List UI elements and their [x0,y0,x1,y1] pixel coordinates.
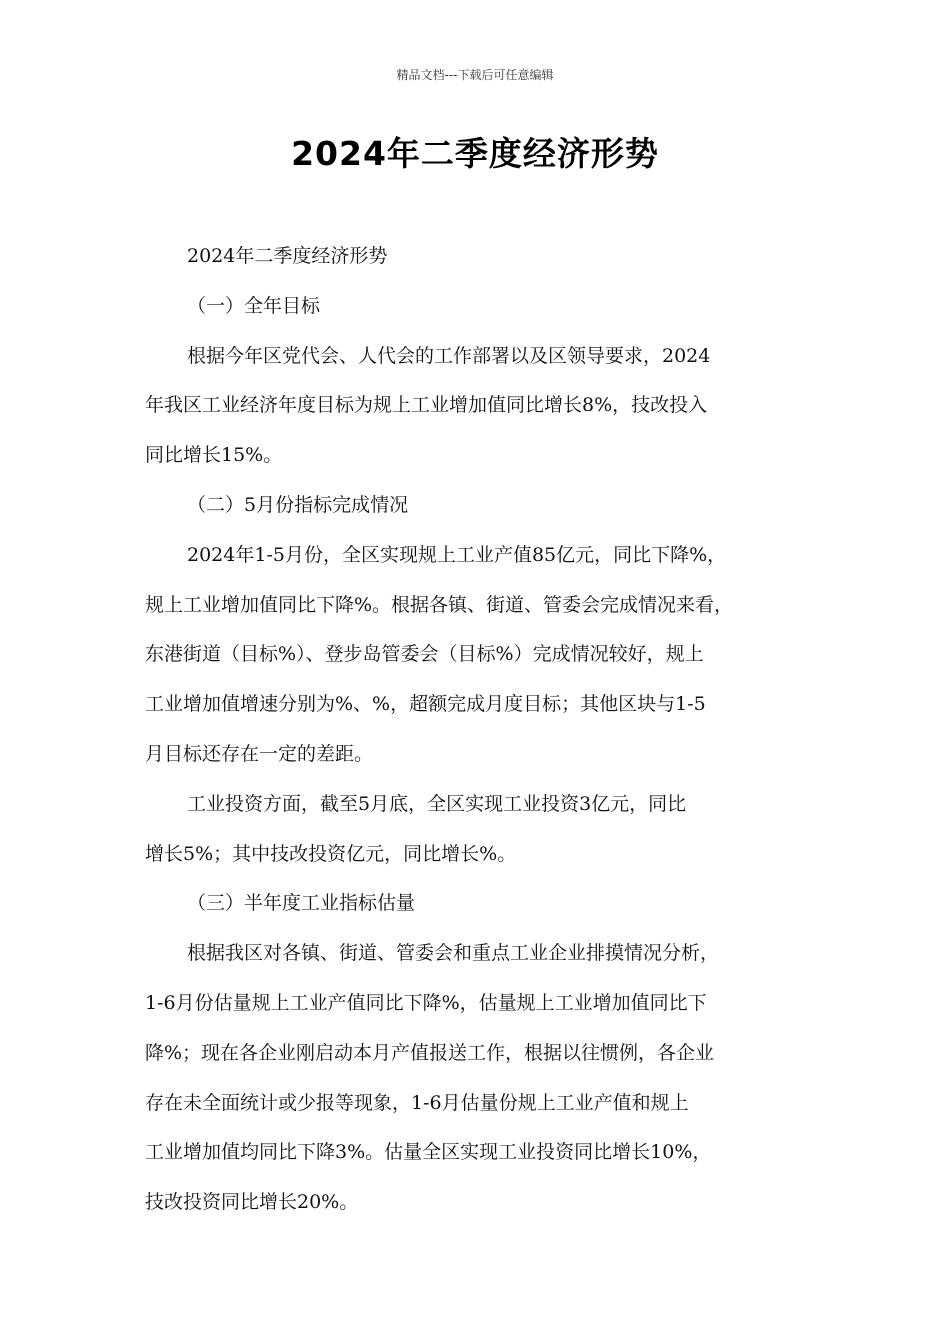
body-line: 2024年二季度经济形势 [187,245,388,267]
body-line: 2024年1-5月份，全区实现规上工业产值85亿元，同比下降%， [187,543,727,566]
document-title: 2024年二季度经济形势 [291,134,659,173]
body-line: 增长5%；其中技改投资亿元，同比增长%。 [145,842,517,865]
body-line: 根据我区对各镇、街道、管委会和重点工业企业排摸情况分析， [187,942,720,965]
document-body [145,232,805,1228]
body-line: 工业增加值增速分别为%、%，超额完成月度目标；其他区块与1-5 [145,693,706,716]
body-line: 降%；现在各企业刚启动本月产值报送工作，根据以往惯例，各企业 [145,1041,715,1064]
body-line: 工业增加值均同比下降3%。估量全区实现工业投资同比增长10%， [145,1141,712,1164]
body-line: 月目标还存在一定的差距。 [145,742,374,765]
body-line: 规上工业增加值同比下降%。根据各镇、街道、管委会完成情况来看， [145,593,734,616]
body-line: 1-6月份估量规上工业产值同比下降%，估量规上工业增加值同比下 [145,991,707,1014]
body-line: 工业投资方面，截至5月底，全区实现工业投资3亿元，同比 [187,792,687,815]
body-line: 年我区工业经济年度目标为规上工业增加值同比增长8%，技改投入 [145,394,708,417]
header-note: 精品文档---下载后可任意编辑 [396,68,554,82]
section-heading: （二）5月份指标完成情况 [187,493,409,516]
body-line: 东港街道（目标%）、登步岛管委会（目标%）完成情况较好，规上 [145,643,704,666]
body-line: 技改投资同比增长20%。 [145,1191,359,1214]
section-heading: （三）半年度工业指标估量 [187,892,416,915]
body-line: 存在未全面统计或少报等现象，1-6月估量份规上工业产值和规上 [145,1091,689,1114]
body-line: 同比增长15%。 [145,444,283,467]
body-line: 根据今年区党代会、人代会的工作部署以及区领导要求，2024 [187,344,711,367]
section-heading: （一）全年目标 [187,294,321,317]
